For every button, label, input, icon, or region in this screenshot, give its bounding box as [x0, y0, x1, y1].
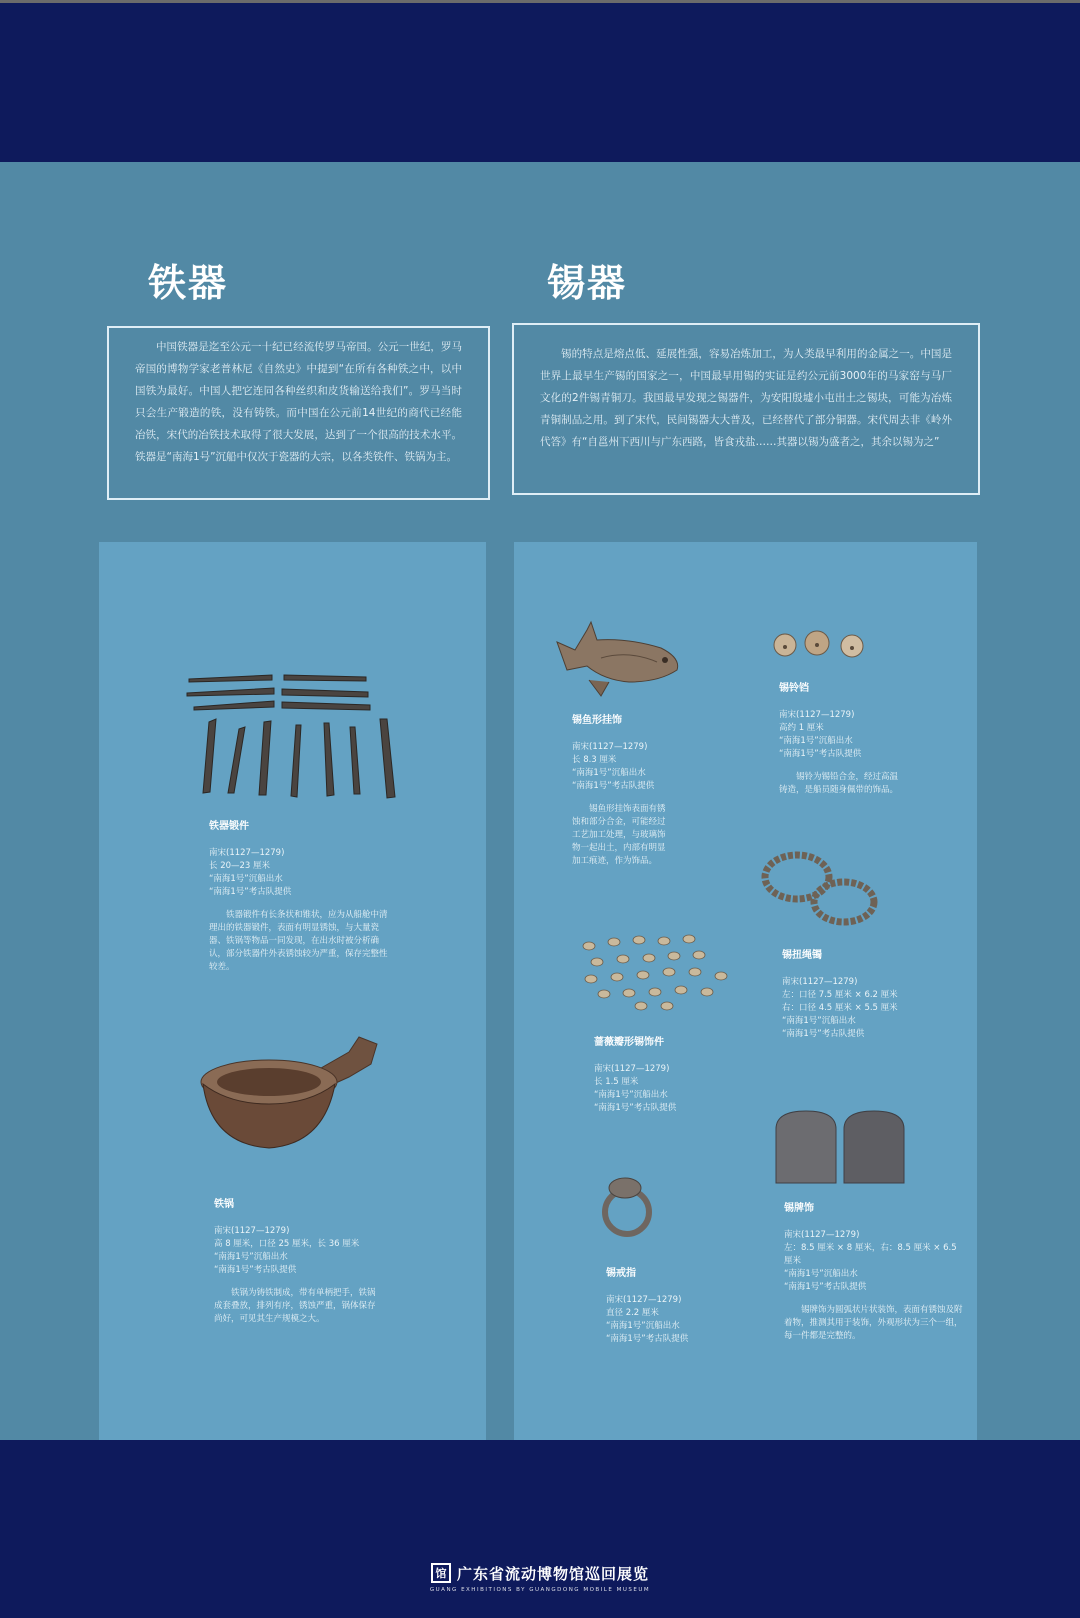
iron-intro-text: 中国铁器是迄至公元一十纪已经流传罗马帝国。公元一世纪，罗马帝国的博物学家老普林尼《自然史》中提到“在所有各种铁之中，以中国铁为最好。中国人把它连同各种丝织和皮货输送给我们”。罗马当时只会生产锻造的铁，没有铸铁。而中国在公元前14世纪的商代已经能冶铁，宋代的冶铁技术取得了很大发展，达到了一个很高的技术水平。铁器是“南海1号”沉船中仅次于瓷器的大宗，以各类铁件、铁锅为主。 [135, 341, 462, 463]
tin-plaques-meta-3: “南海1号”考古队提供 [784, 1282, 867, 1292]
tin-ornaments-meta-2: “南海1号”沉船出水 [594, 1090, 668, 1100]
tin-fish-meta-2: “南海1号”沉船出水 [572, 768, 646, 778]
iron-forgings-image [184, 667, 409, 807]
tin-bells-desc: 锡铃为锡铅合金，经过高温铸造，是船员随身佩带的饰品。 [779, 772, 899, 795]
tin-plaques-meta-2: “南海1号”沉船出水 [784, 1269, 858, 1279]
tin-ring-caption [606, 1267, 726, 1346]
iron-pot-title: 铁锅 [214, 1199, 234, 1210]
tin-bells-meta-3: “南海1号”考古队提供 [779, 749, 862, 759]
tin-plaques-meta-1: 左：8.5 厘米 × 8 厘米，右：8.5 厘米 × 6.5 厘米 [784, 1243, 957, 1266]
tin-bracelets-title: 锡扭绳镯 [782, 950, 822, 961]
tin-bracelets-meta-3: “南海1号”沉船出水 [782, 1016, 856, 1026]
tin-bracelets-meta-2: 右：口径 4.5 厘米 × 5.5 厘米 [782, 1003, 898, 1013]
tin-plaques-caption [784, 1202, 964, 1343]
iron-forgings-meta-2: “南海1号”沉船出水 [209, 874, 283, 884]
tin-ring-meta-3: “南海1号”考古队提供 [606, 1334, 689, 1344]
tin-bracelets-image [759, 847, 884, 932]
iron-pot-meta-2: “南海1号”沉船出水 [214, 1252, 288, 1262]
tin-plaques-meta-0: 南宋(1127—1279) [784, 1230, 860, 1240]
tin-bracelets-meta-0: 南宋(1127—1279) [782, 977, 858, 987]
iron-forgings-meta-0: 南宋(1127—1279) [209, 848, 285, 858]
tin-ring-image [599, 1174, 659, 1239]
tin-ornaments-image [579, 932, 734, 1012]
tin-ornaments-meta-0: 南宋(1127—1279) [594, 1064, 670, 1074]
tin-plaques-title: 锡牌饰 [784, 1203, 814, 1214]
tin-ornaments-meta-1: 长 1.5 厘米 [594, 1077, 639, 1087]
tin-fish-image [549, 620, 689, 700]
museum-logo-icon: 馆 [431, 1563, 451, 1583]
top-band [0, 0, 1080, 162]
tin-ornaments-meta-3: “南海1号”考古队提供 [594, 1103, 677, 1113]
tin-fish-caption [572, 714, 672, 868]
iron-forgings-caption [209, 820, 394, 974]
tin-fish-title: 锡鱼形挂饰 [572, 715, 622, 726]
footer-subtitle: GUANG EXHIBITIONS BY GUANGDONG MOBILE MUSEUM [429, 1586, 651, 1593]
tin-bells-meta-0: 南宋(1127—1279) [779, 710, 855, 720]
iron-forgings-title: 铁器锻件 [209, 821, 249, 832]
tin-bracelets-meta-1: 左：口径 7.5 厘米 × 6.2 厘米 [782, 990, 898, 1000]
tin-fish-meta-1: 长 8.3 厘米 [572, 755, 617, 765]
tin-bracelets-caption [782, 949, 932, 1041]
tin-ring-title: 锡戒指 [606, 1268, 636, 1279]
iron-pot-meta-1: 高 8 厘米，口径 25 厘米，长 36 厘米 [214, 1239, 360, 1249]
iron-pot-meta-0: 南宋(1127—1279) [214, 1226, 290, 1236]
tin-plaques-image [772, 1107, 912, 1187]
tin-bells-title: 锡铃铛 [779, 683, 809, 694]
tin-ornaments-caption [594, 1036, 734, 1115]
footer [0, 1562, 1080, 1593]
iron-forgings-meta-1: 长 20—23 厘米 [209, 861, 271, 871]
footer-brand [431, 1563, 649, 1584]
tin-bells-meta-2: “南海1号”沉船出水 [779, 736, 853, 746]
iron-pot-caption [214, 1198, 379, 1326]
tin-bells-caption [779, 682, 899, 797]
iron-exhibit-panel [99, 542, 486, 1440]
tin-ornaments-title: 蔷薇瓣形锡饰件 [594, 1037, 664, 1048]
tin-exhibit-panel [514, 542, 977, 1440]
tin-bells-meta-1: 高约 1 厘米 [779, 723, 824, 733]
tin-bracelets-meta-4: “南海1号”考古队提供 [782, 1029, 865, 1039]
iron-pot-image [199, 1032, 389, 1152]
tin-fish-desc: 锡鱼形挂饰表面有锈蚀和部分合金，可能经过工艺加工处理，与玻璃饰物一起出土，内部有明显加工痕迹，作为饰品。 [572, 804, 666, 866]
tin-bells-image [769, 627, 869, 662]
tin-ring-meta-2: “南海1号”沉船出水 [606, 1321, 680, 1331]
footer-title: 广东省流动博物馆巡回展览 [456, 1564, 649, 1583]
iron-pot-meta-3: “南海1号”考古队提供 [214, 1265, 297, 1275]
tin-section-title: 锡器 [547, 261, 628, 305]
tin-intro-box [512, 323, 980, 495]
tin-fish-meta-0: 南宋(1127—1279) [572, 742, 648, 752]
iron-forgings-desc: 铁器锻件有长条状和锥状，应为从船舱中清理出的铁器锻件，表面有明显锈蚀，与大量瓷器、铁锅等物品一同发现，在出水时被分析确认，部分铁器件外表锈蚀较为严重，保存完整性较差。 [209, 910, 388, 972]
iron-pot-desc: 铁锅为铸铁制成，带有单柄把手，铁锅成套叠放，排列有序，锈蚀严重，锅体保存尚好，可见其生产规模之大。 [214, 1288, 376, 1324]
tin-fish-meta-3: “南海1号”考古队提供 [572, 781, 655, 791]
tin-plaques-desc: 锡牌饰为圆弧状片状装饰，表面有锈蚀及附着物，推测其用于装饰，外观形状为三个一组，每一件都是完整的。 [784, 1305, 963, 1341]
iron-intro-box [107, 326, 490, 500]
tin-intro-text: 锡的特点是熔点低、延展性强，容易冶炼加工，为人类最早利用的金属之一。中国是世界上最早生产锡的国家之一，中国最早用锡的实证是约公元前3000年的马家窑与马厂文化的2件锡青铜刀。我国最早发现之锡器件，为安阳殷墟小屯出土之锡块，可能为冶炼青铜制品之用。到了宋代，民间锡器大大普及，已经替代了部分铜器。宋代周去非《岭外代答》有“自邕州下西川与广东西路，皆食戎盐……其器以锡为盛者之，其余以锡为之” [540, 348, 952, 448]
iron-section-title: 铁器 [148, 261, 229, 305]
tin-ring-meta-1: 直径 2.2 厘米 [606, 1308, 659, 1318]
tin-ring-meta-0: 南宋(1127—1279) [606, 1295, 682, 1305]
iron-forgings-meta-3: “南海1号”考古队提供 [209, 887, 292, 897]
